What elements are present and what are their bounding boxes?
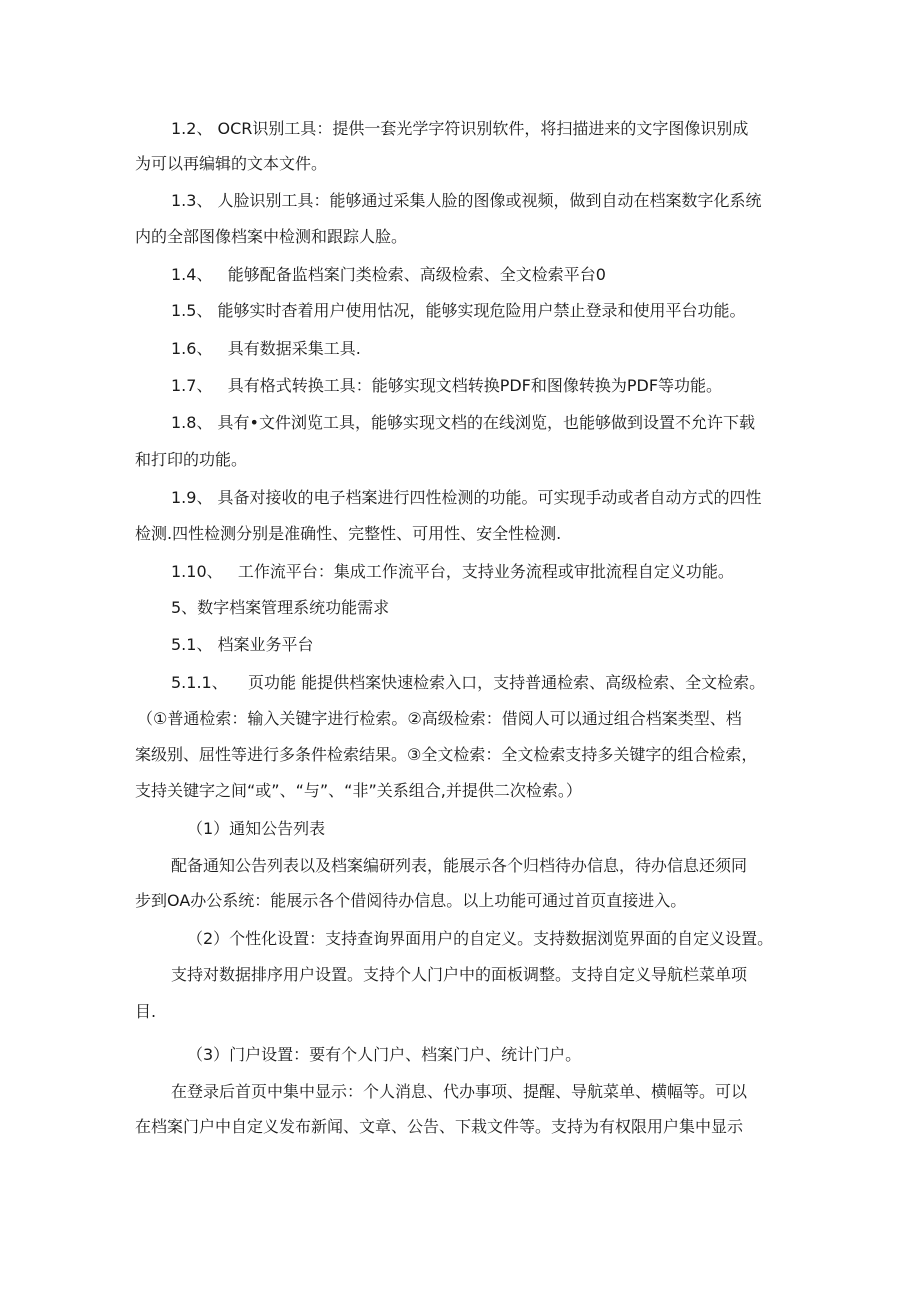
text-line: 1.2、 OCR识别工具：提供一套光学字符识别软件，将扫描进来的文字图像识别成 [171, 119, 749, 138]
text-line: 1.6、 具有数据采集工具. [171, 339, 361, 358]
text-line: （①普通检索：输入关键字进行检索。②高级检索：借阅人可以通过组合档案类型、档 [137, 709, 742, 728]
text-line: 1.5、 能够实时杳着用户使用怙况，能够实现危险用户禁止登录和使用平台功能。 [171, 301, 746, 320]
text-line: 步到OA办公系统：能展示各个借阅待办信息。以上功能可通过首页直接进入。 [135, 891, 687, 910]
text-line: 内的全部图像档案中检测和跟踪人脸。 [135, 227, 408, 246]
subsection-heading: （1）通知公告列表 [187, 819, 326, 838]
text-line: 1.9、 具备对接收的电子档案进行四性检测的功能。可实现手动或者自动方式的四性 [171, 488, 762, 507]
text-line: 支持关键字之间“或”、“与”、“非”关系组合,并提供二次检索。） [135, 781, 582, 800]
text-line: 支持对数据排序用户设置。支持个人门户中的面板调整。支持自定义导航栏菜单项 [171, 965, 748, 984]
text-line: 配备通知公告列表以及档案编研列表，能展示各个归档待办信息，待办信息还须同 [171, 856, 748, 875]
text-line: 为可以再编辑的文本文件。 [135, 154, 328, 173]
text-line: 1.4、 能够配备监档案门类检索、高级检索、全文检索平台0 [171, 265, 606, 284]
text-line: 1.3、 人脸识别工具：能够通过采集人脸的图像或视频，做到自动在档案数字化系统 [171, 191, 762, 210]
text-line: 目. [135, 1002, 157, 1021]
text-line: 在登录后首页中集中显示：个人消息、代办事项、提醒、导航菜单、横幅等。可以 [171, 1082, 748, 1101]
text-line: 1.10、 工作流平台：集成工作流平台，支持业务流程或审批流程自定义功能。 [171, 562, 734, 581]
section-heading: 5、数字档案管理系统功能需求 [171, 598, 390, 617]
subsection-heading: 5.1、 档案业务平台 [171, 635, 314, 654]
text-line: 在档案门户中自定义发布新闻、文章、公告、下栽文件等。支持为有权限用户集中显示 [135, 1117, 744, 1136]
text-line: 案级别、屈性等进行多条件检索结果。③全文检索：全文检索支持多关键字的组合检索， [135, 745, 758, 764]
text-line: 检测.四性检测分别是准确性、完整性、可用性、安全性检测. [135, 524, 562, 543]
subsection-heading: （3）门户设置：要有个人门户、档案门户、统计门户。 [187, 1045, 582, 1064]
text-line: 和打印的功能。 [135, 450, 248, 469]
text-line: （2）个性化设置：支持查询界面用户的自定义。支持数据浏览界面的自定义设置。 [187, 929, 774, 948]
text-line: 1.7、 具有格式转换工具：能够实现文档转换PDF和图像转换为PDF等功能。 [171, 376, 723, 395]
text-line: 1.8、 具有•文件浏览工具，能够实现文档的在线浏览，也能够做到设置不允许下载 [171, 413, 755, 432]
text-line: 5.1.1、 页功能 能提供档案快速检索入口，支持普通检索、高级检索、全文检索。 [171, 673, 766, 692]
